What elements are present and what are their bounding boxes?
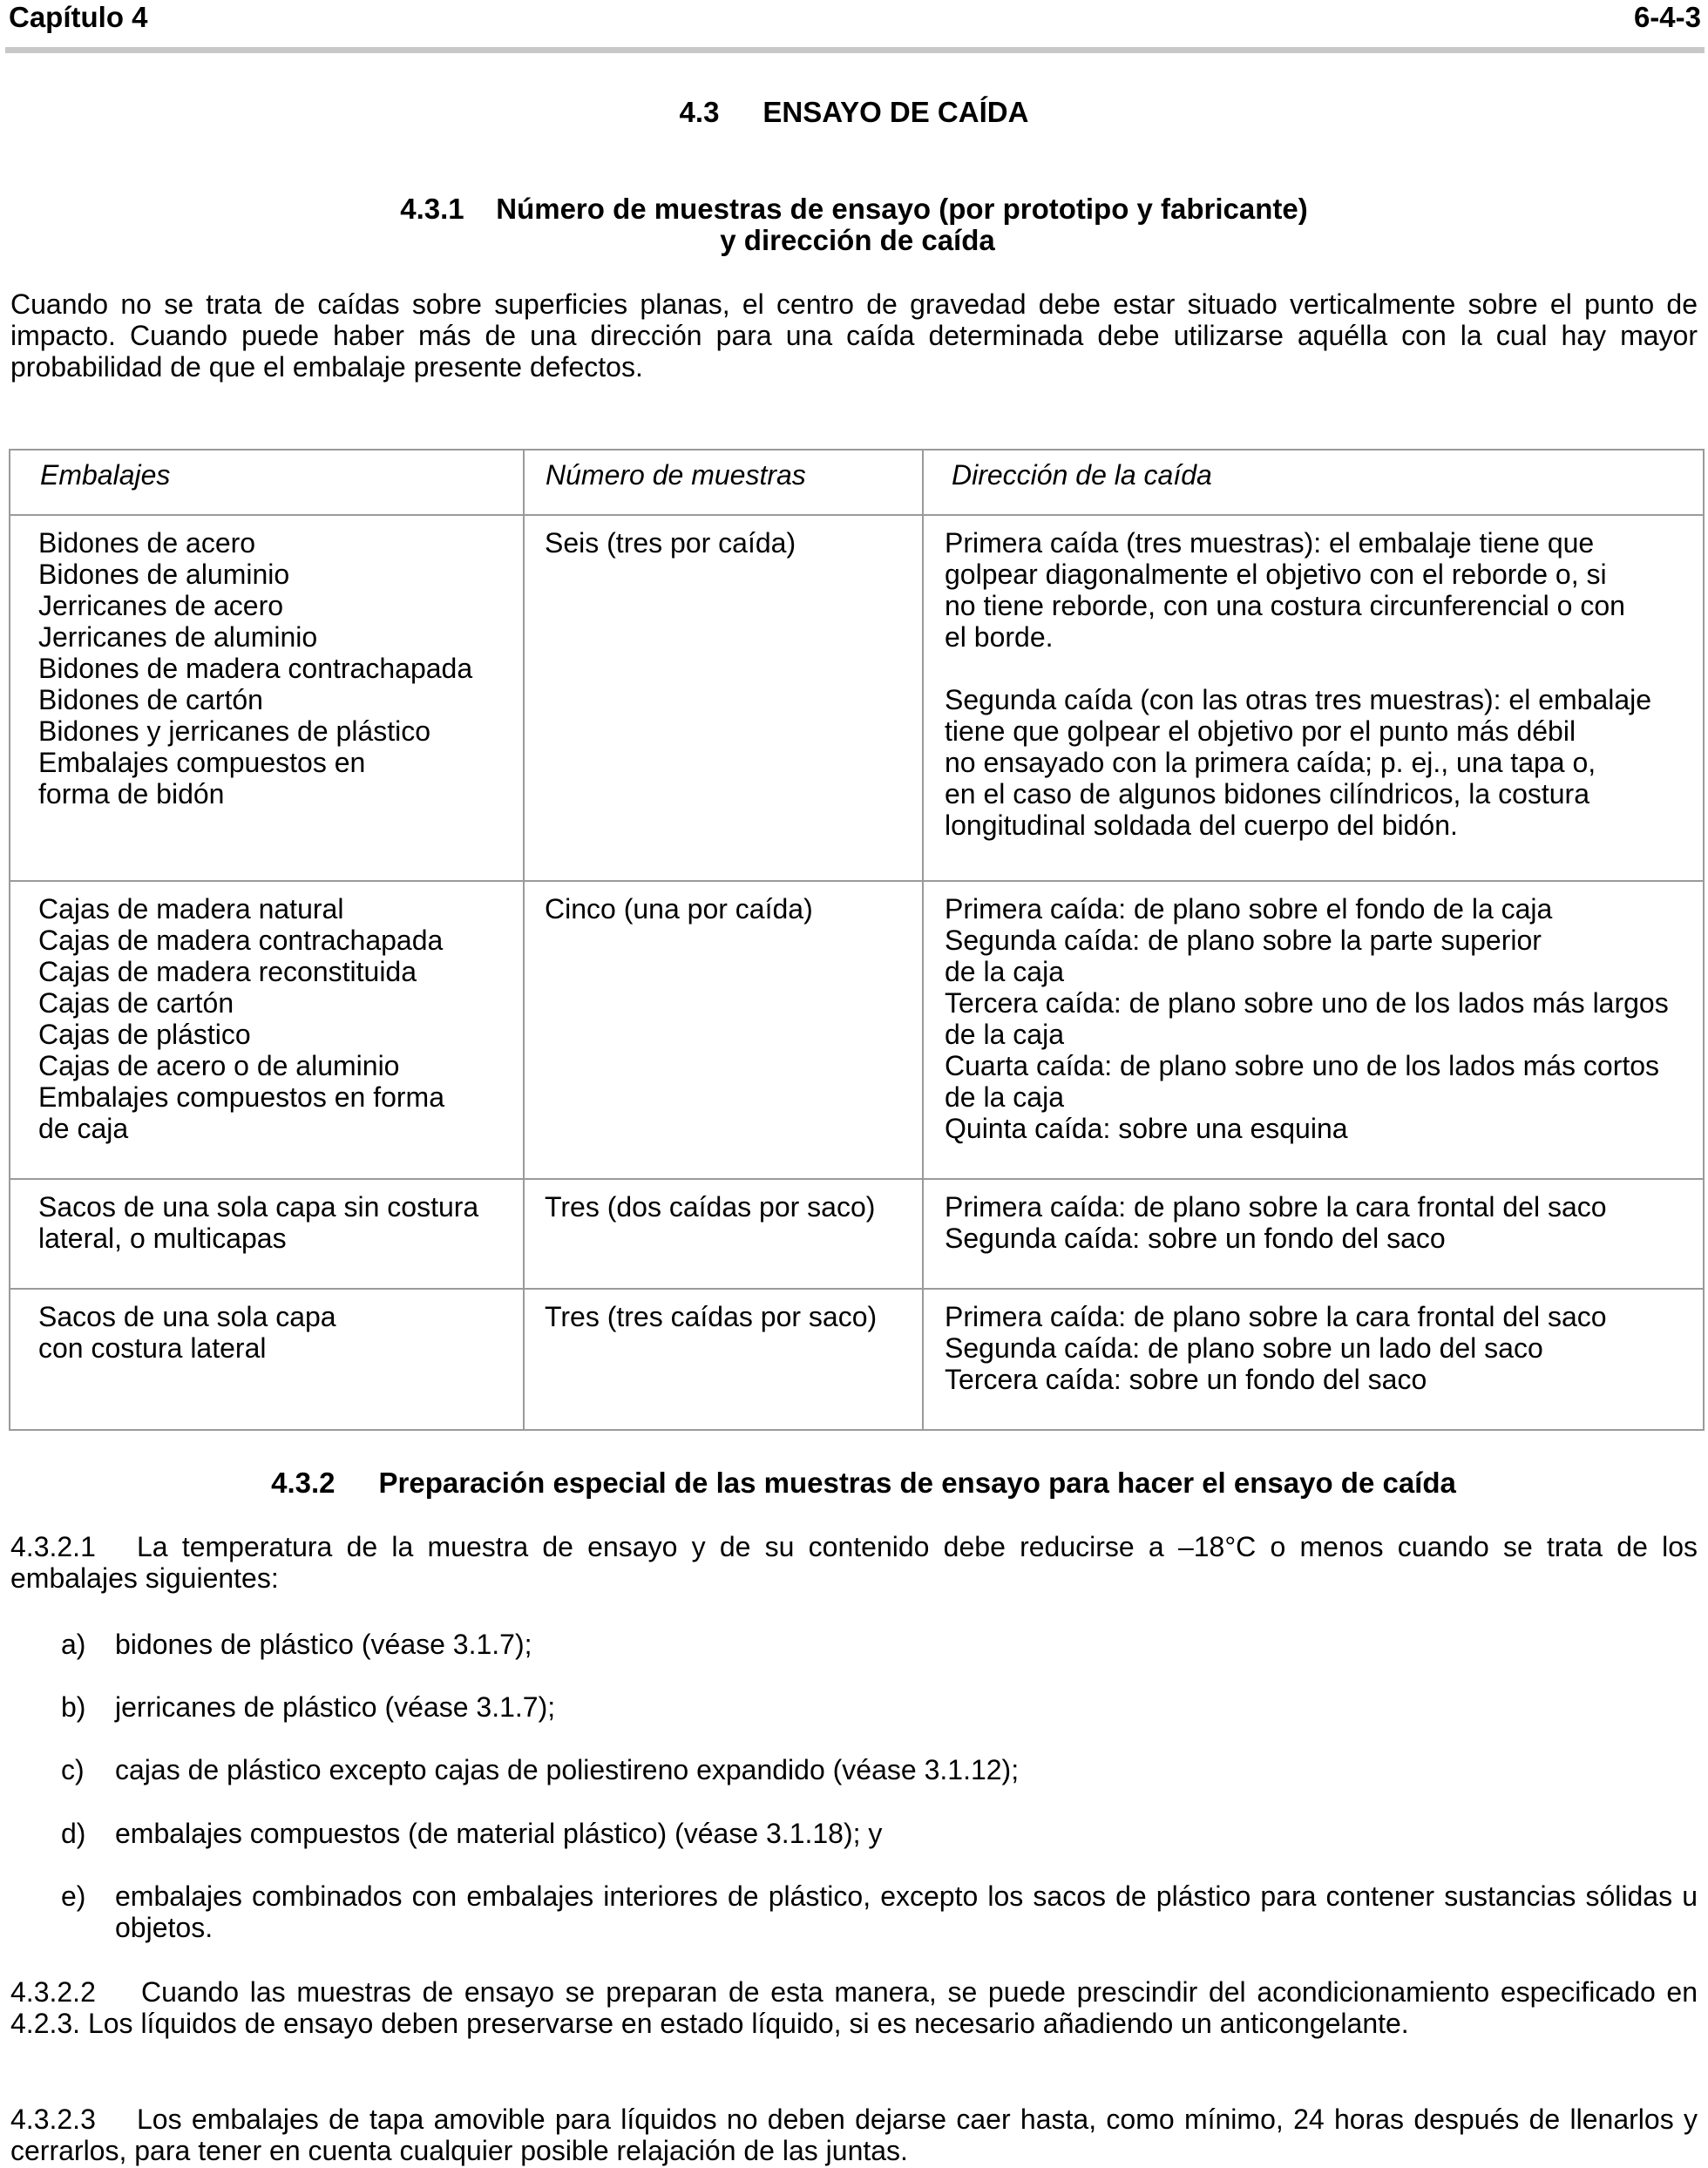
samples-cell <box>524 1289 923 1430</box>
packaging-line: lateral, o multicapas <box>38 1223 287 1254</box>
direction-cell <box>923 515 1704 881</box>
direction-line: tiene que golpear el objetivo por el punto más débil <box>945 715 1576 747</box>
table-row <box>10 515 1704 881</box>
direction-line: longitudinal soldada del cuerpo del bidón. <box>945 810 1458 841</box>
packaging-line: Cajas de madera reconstituida <box>38 956 417 987</box>
packaging-line: Embalajes compuestos en <box>38 747 366 778</box>
direction-line: Primera caída: de plano sobre la cara frontal del saco <box>945 1301 1607 1332</box>
paragraph-431: Cuando no se trata de caídas sobre superficies planas, el centro de gravedad debe estar situado verticalmente sobre el punto de impacto. Cuando puede haber más de una dirección para una caída determinada debe utilizarse aquélla con la cual hay mayor probabilidad de que el embalaje presente defectos. <box>10 288 1698 383</box>
direction-line: Quinta caída: sobre una esquina <box>945 1113 1348 1144</box>
packaging-line: Cajas de cartón <box>38 987 234 1019</box>
direction-line: Segunda caída: de plano sobre la parte superior <box>945 925 1542 956</box>
list-item <box>61 1629 1698 1660</box>
section-heading <box>0 97 1708 128</box>
packaging-cell <box>10 1289 524 1430</box>
packaging-line: Jerricanes de acero <box>38 590 284 621</box>
list-item <box>61 1818 1698 1849</box>
direction-line: Segunda caída (con las otras tres muestras): el embalaje <box>945 684 1652 715</box>
header-rule <box>5 47 1705 53</box>
list-item-label: d) <box>61 1818 86 1849</box>
samples-cell <box>524 515 923 881</box>
direction-line: Primera caída: de plano sobre la cara frontal del saco <box>945 1191 1607 1223</box>
section-number: 4.3 <box>679 96 720 128</box>
list-item <box>61 1880 1698 1943</box>
table-header-row <box>10 450 1704 515</box>
samples-cell <box>524 881 923 1179</box>
subsection-431-number: 4.3.1 <box>400 193 464 225</box>
paragraph-number: 4.3.2.3 <box>10 2104 96 2135</box>
list-item-text: cajas de plástico excepto cajas de poliestireno expandido (véase 3.1.12); <box>115 1754 1020 1785</box>
chapter-label: Capítulo 4 <box>9 1 148 33</box>
direction-line: no ensayado con la primera caída; p. ej., una tapa o, <box>945 747 1596 778</box>
direction-line: de la caja <box>945 1019 1064 1050</box>
table-row <box>10 1179 1704 1289</box>
direction-line: en el caso de algunos bidones cilíndricos, la costura <box>945 778 1589 810</box>
subsection-432-title: Preparación especial de las muestras de ensayo para hacer el ensayo de caída <box>378 1467 1456 1499</box>
samples-text: Cinco (una por caída) <box>545 893 813 925</box>
table-header-direction: Dirección de la caída <box>923 450 1704 515</box>
packaging-line: forma de bidón <box>38 778 225 810</box>
subsection-431-title-line1: Número de muestras de ensayo (por prototipo y fabricante) <box>496 193 1308 225</box>
packaging-line: Bidones de acero <box>38 527 256 559</box>
samples-text: Tres (tres caídas por saco) <box>545 1301 878 1332</box>
packaging-line: Bidones de cartón <box>38 684 263 715</box>
direction-cell <box>923 1289 1704 1430</box>
direction-line: de la caja <box>945 1081 1064 1113</box>
list-item-label: a) <box>61 1629 86 1660</box>
paragraph-text: Los embalajes de tapa amovible para líquidos no deben dejarse caer hasta, como mínimo, 24 horas después de llenarlos y cerrarlos, para tener en cuenta cualquier posible relajación de las juntas. <box>10 2104 1698 2166</box>
packaging-line: Bidones de madera contrachapada <box>38 653 473 684</box>
direction-line: el borde. <box>945 621 1054 653</box>
table-row <box>10 881 1704 1179</box>
paragraph-4322 <box>10 1976 1698 2039</box>
paragraph-gap <box>945 653 1694 684</box>
direction-line: Tercera caída: de plano sobre uno de los lados más largos <box>945 987 1669 1019</box>
samples-text: Tres (dos caídas por saco) <box>545 1191 876 1223</box>
paragraph-number: 4.3.2.1 <box>10 1531 96 1562</box>
list-item-label: e) <box>61 1880 86 1912</box>
list-item <box>61 1691 1698 1723</box>
section-title: ENSAYO DE CAÍDA <box>762 96 1029 128</box>
packaging-line: Cajas de plástico <box>38 1019 251 1050</box>
direction-line: de la caja <box>945 956 1064 987</box>
table-header-packaging: Embalajes <box>10 450 524 515</box>
packaging-line: Cajas de acero o de aluminio <box>38 1050 400 1081</box>
packaging-cell <box>10 1179 524 1289</box>
direction-cell <box>923 881 1704 1179</box>
packaging-line: Jerricanes de aluminio <box>38 621 318 653</box>
paragraph-4323 <box>10 2104 1698 2166</box>
packaging-line: Bidones y jerricanes de plástico <box>38 715 431 747</box>
samples-text: Seis (tres por caída) <box>545 527 796 559</box>
packaging-line: Cajas de madera natural <box>38 893 344 925</box>
page-header <box>9 0 1701 38</box>
subsection-432-heading <box>0 1467 1708 1499</box>
direction-line: Primera caída (tres muestras): el embalaje tiene que <box>945 527 1595 559</box>
page-number: 6-4-3 <box>1633 1 1701 33</box>
list-item-text: jerricanes de plástico (véase 3.1.7); <box>115 1691 556 1723</box>
subsection-431-title-line2: y dirección de caída <box>720 224 995 256</box>
list-item <box>61 1754 1698 1785</box>
direction-line: golpear diagonalmente el objetivo con el reborde o, si <box>945 559 1607 590</box>
packaging-line: con costura lateral <box>38 1332 267 1364</box>
list-item-text: embalajes combinados con embalajes interiores de plástico, excepto los sacos de plástico para contener sustancias sólidas u objetos. <box>115 1880 1698 1943</box>
drop-test-table <box>9 449 1705 1431</box>
packaging-line: Sacos de una sola capa sin costura <box>38 1191 479 1223</box>
subsection-432-number: 4.3.2 <box>271 1467 336 1499</box>
list-item-text: bidones de plástico (véase 3.1.7); <box>115 1629 532 1660</box>
paragraph-number: 4.3.2.2 <box>10 1976 96 2008</box>
packaging-line: de caja <box>38 1113 129 1144</box>
packaging-cell <box>10 515 524 881</box>
samples-cell <box>524 1179 923 1289</box>
packaging-line: Cajas de madera contrachapada <box>38 925 444 956</box>
packaging-cell <box>10 881 524 1179</box>
list-item-label: b) <box>61 1691 86 1723</box>
paragraph-4321 <box>10 1531 1698 1594</box>
packaging-line: Sacos de una sola capa <box>38 1301 336 1332</box>
packaging-line: Bidones de aluminio <box>38 559 290 590</box>
direction-line: Primera caída: de plano sobre el fondo de la caja <box>945 893 1553 925</box>
table-row <box>10 1289 1704 1430</box>
direction-line: Tercera caída: sobre un fondo del saco <box>945 1364 1427 1395</box>
paragraph-text: La temperatura de la muestra de ensayo y de su contenido debe reducirse a –18°C o menos cuando se trata de los embalajes siguientes: <box>10 1531 1698 1594</box>
direction-line: Segunda caída: de plano sobre un lado del saco <box>945 1332 1543 1364</box>
list-item-label: c) <box>61 1754 85 1785</box>
subsection-431-heading <box>0 193 1708 256</box>
packaging-line: Embalajes compuestos en forma <box>38 1081 444 1113</box>
list-item-text: embalajes compuestos (de material plástico) (véase 3.1.18); y <box>115 1818 883 1849</box>
direction-line: Segunda caída: sobre un fondo del saco <box>945 1223 1446 1254</box>
paragraph-text: Cuando las muestras de ensayo se preparan de esta manera, se puede prescindir del acondicionamiento especificado en 4.2.3. Los líquidos de ensayo deben preservarse en estado líquido, si es necesario añadiendo un anticongelante. <box>10 1976 1698 2039</box>
direction-line: Cuarta caída: de plano sobre uno de los lados más cortos <box>945 1050 1660 1081</box>
direction-line: no tiene reborde, con una costura circunferencial o con <box>945 590 1625 621</box>
direction-cell <box>923 1179 1704 1289</box>
table-header-samples: Número de muestras <box>524 450 923 515</box>
